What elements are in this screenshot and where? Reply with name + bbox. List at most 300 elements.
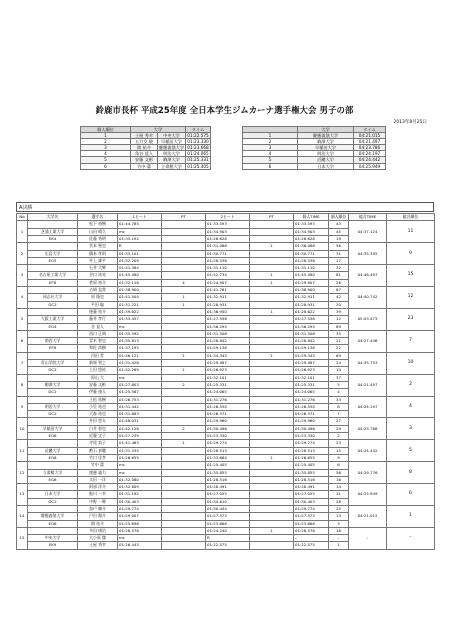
heat2-pt-cell — [250, 433, 294, 440]
university-cell: 駒澤大学 — [298, 139, 354, 145]
player-name-cell: 佐藤 秀明 — [78, 236, 118, 243]
player-name-cell: 渡邊 義力 — [78, 469, 118, 476]
individual-rank-cell: 12 — [329, 316, 349, 323]
heat1-time-cell: 01:32.118 — [118, 279, 162, 286]
team-number-cell: 7 — [17, 352, 28, 374]
individual-time-cell: 01:34.903 — [294, 228, 329, 235]
player-name-cell: 谷口 祐亮 — [78, 272, 118, 279]
university-cell: 中央大学 — [158, 133, 186, 139]
column-header: 選手名 — [78, 214, 118, 221]
heat2-time-cell: 01:25.405 — [206, 462, 250, 469]
heat2-pt-cell — [250, 403, 294, 410]
heat2-time-cell: 01:29.960 — [206, 418, 250, 425]
team-code-cell: EG6 — [28, 433, 78, 440]
team-number-cell: 10 — [17, 418, 28, 440]
individual-rank-cell: 9 — [329, 454, 349, 461]
individual-time-cell: 01:30.496 — [294, 425, 329, 432]
heat1-pt-cell — [162, 308, 206, 315]
individual-rank-cell: 13 — [329, 513, 349, 520]
individual-rank-cell: 14 — [329, 484, 349, 491]
team-code-cell: EG4 — [28, 323, 78, 330]
individual-time-cell: 01:29.960 — [294, 418, 329, 425]
player-name-cell: 井上 雄平 — [78, 257, 118, 264]
heat2-pt-cell — [250, 381, 294, 388]
heat1-time-cell: 01:26.443 — [118, 542, 162, 549]
heat2-time-cell: 01:29.274 — [206, 440, 250, 447]
heat1-time-cell: mc — [118, 462, 162, 469]
team-name-cell: 同志社大学 — [28, 294, 78, 301]
rank-cell: 5 — [81, 157, 131, 163]
heat1-pt-cell — [162, 505, 206, 512]
individual-time-cell: 01:29.138 — [294, 345, 329, 352]
heat2-time-cell: 01:35.855 — [206, 469, 250, 476]
heat2-time-cell: 01:23.668 — [206, 520, 250, 527]
column-header: 個人順位 — [329, 214, 349, 221]
individual-time-cell: 01:30.403 — [294, 498, 329, 505]
heat1-time-cell: 01:35.813 — [118, 338, 162, 345]
heat2-pt-cell — [250, 396, 294, 403]
heat1-pt-cell — [162, 520, 206, 527]
heat1-time-cell: mc — [118, 469, 162, 476]
individual-rank-cell: 26 — [329, 279, 349, 286]
player-name-cell: 菅原 裕介 — [78, 279, 118, 286]
page-title: 鈴鹿市長杯 平成25年度 全日本学生ジムカーナ選手権大会 男子の部 — [95, 105, 354, 115]
total-time-cell: 04:21.497 — [349, 374, 387, 396]
header-university: 大学 — [131, 127, 186, 133]
heat1-time-cell: 01:26.655 — [118, 454, 162, 461]
heat2-time-cell: 01:25.331 — [206, 381, 250, 388]
total-rank-cell: – — [387, 527, 435, 549]
player-name-cell: 原 隆也 — [78, 294, 118, 301]
table-row — [17, 221, 435, 228]
player-name-cell: 大森 祐也 — [78, 411, 118, 418]
individual-time-cell: 01:22.575 — [294, 542, 329, 549]
individual-time-cell: 01:28.931 — [294, 301, 329, 308]
heat1-pt-cell — [162, 535, 206, 542]
team-name-cell: 明治大学 — [28, 403, 78, 410]
time-cell: 01:23.668 — [187, 145, 209, 151]
team-code-cell: DC2 — [28, 411, 78, 418]
individual-time-cell: 01:28.536 — [294, 257, 329, 264]
individual-rank-cell: 67 — [329, 287, 349, 294]
individual-rank-cell: 56 — [329, 243, 349, 250]
heat1-time-cell: 01:30.403 — [118, 498, 162, 505]
heat1-pt-cell — [162, 484, 206, 491]
individual-rank-cell: 17 — [329, 257, 349, 264]
player-name-cell: 和佐 尚樹 — [78, 345, 118, 352]
individual-rank-cell: 7 — [329, 411, 349, 418]
player-cell: 五月女 駿 — [131, 139, 158, 145]
team-name-cell: 早稲田大学 — [28, 425, 78, 432]
time-cell: 04:25.949 — [354, 163, 386, 169]
individual-time-cell: 01:31.110 — [294, 265, 329, 272]
player-name-cell: 上田 悠祐 — [78, 367, 118, 374]
heat2-pt-cell — [250, 484, 294, 491]
heat1-pt-cell — [162, 491, 206, 498]
heat1-pt-cell: 1 — [162, 352, 206, 359]
heat1-pt-cell — [162, 454, 206, 461]
rank-cell: 4 — [81, 151, 131, 157]
table-row — [17, 374, 435, 381]
heat1-pt-cell — [162, 221, 206, 228]
player-name-cell: 山田 晴久 — [78, 228, 118, 235]
heat1-time-cell: 01:29.007 — [118, 513, 162, 520]
heat2-pt-cell — [250, 265, 294, 272]
individual-rank-cell: 16 — [329, 476, 349, 483]
player-name-cell: 西口 正典 — [78, 330, 118, 337]
heat2-time-cell: 01:28.513 — [206, 447, 250, 454]
individual-rank-cell: 89 — [329, 323, 349, 330]
rank-cell: 6 — [81, 163, 131, 169]
heat2-time-cell: 01:30.444 — [206, 505, 250, 512]
heat1-time-cell: 01:41.384 — [118, 265, 162, 272]
heat2-pt-cell — [250, 411, 294, 418]
heat2-time-cell: 01:23.330 — [206, 433, 250, 440]
header-university: 大学 — [298, 127, 354, 133]
player-name-cell: 竹口 佳孝 — [78, 454, 118, 461]
heat2-pt-cell — [250, 360, 294, 367]
heat1-time-cell: mc — [118, 228, 162, 235]
heat2-pt-cell — [250, 418, 294, 425]
team-code-cell: EK9 — [28, 542, 78, 549]
heat2-time-cell: 01:27.055 — [206, 491, 250, 498]
rank-cell: 6 — [243, 163, 298, 169]
heat1-pt-cell — [162, 396, 206, 403]
player-name-cell: 勲石 真聴 — [78, 447, 118, 454]
player-name-cell: 橋本 孝則 — [78, 250, 118, 257]
heat1-time-cell: 01:29.774 — [118, 505, 162, 512]
player-cell: 角谷 達人 — [131, 151, 158, 157]
team-name-cell: 近畿大学 — [28, 447, 78, 454]
team-code-cell: DC2 — [28, 498, 78, 505]
heat2-pt-cell — [250, 345, 294, 352]
table-row — [17, 462, 435, 469]
team-name-blank — [28, 505, 78, 512]
player-cell: 安藤 文彬 — [131, 157, 158, 163]
team-code-cell: EK4 — [28, 236, 78, 243]
heat2-pt-cell — [250, 542, 294, 549]
heat2-time-cell: 01:32.911 — [206, 294, 250, 301]
header-rank: 個人順位 — [81, 127, 131, 133]
individual-time-cell: 01:28.491 — [294, 484, 329, 491]
team-code-cell: EG6 — [28, 520, 78, 527]
total-rank-cell: 12 — [387, 287, 435, 309]
heat2-time-cell: 01:32.101 — [206, 374, 250, 381]
heat1-pt-cell: 2 — [162, 425, 206, 432]
university-cell: 早稲田大学 — [298, 145, 354, 151]
individual-rank-cell: 21 — [329, 338, 349, 345]
player-name-cell: 原山 大 — [78, 374, 118, 381]
individual-rank-cell: 24 — [329, 360, 349, 367]
table-row — [17, 330, 435, 337]
heat1-pt-cell — [162, 243, 206, 250]
heat2-time-cell: 01:28.516 — [206, 476, 250, 483]
heat2-time-cell: 01:33.593 — [206, 221, 250, 228]
heat1-pt-cell — [162, 323, 206, 330]
heat2-time-cell: 01:24.065 — [206, 389, 250, 396]
university-cell: 慶應義塾大学 — [158, 145, 185, 151]
team-name-blank — [28, 484, 78, 491]
column-header: 2ヒート — [206, 214, 250, 221]
individual-time-cell: 01:26.371 — [294, 411, 329, 418]
heat2-time-cell: 01:34.903 — [206, 228, 250, 235]
team-name-blank — [28, 287, 78, 294]
individual-rank-cell: – — [329, 535, 349, 542]
table-row — [17, 352, 435, 359]
table-row — [17, 287, 435, 294]
total-time-cell: 04:37.124 — [349, 221, 387, 243]
team-number-cell: 3 — [17, 265, 28, 287]
total-time-cell: 04:35.753 — [349, 352, 387, 374]
heat1-time-cell: 01:38.900 — [118, 287, 162, 294]
column-header: 総合TIME — [349, 214, 387, 221]
player-name-cell: 阿部 洋介 — [78, 484, 118, 491]
team-name-cell: 駒澤大学 — [28, 381, 78, 388]
individual-rank-cell: 28 — [329, 498, 349, 505]
team-code-cell: DC2 — [28, 389, 78, 396]
heat2-time-cell: 01:31.276 — [206, 396, 250, 403]
team-name-cell: 広島大学 — [28, 250, 78, 257]
heat1-pt-cell — [162, 476, 206, 483]
heat2-pt-cell — [250, 476, 294, 483]
heat2-time-cell: 01:33.664 — [206, 454, 250, 461]
total-time-cell: – — [349, 527, 387, 549]
team-name-blank — [28, 527, 78, 534]
individual-time-cell: 01:26.550 — [294, 403, 329, 410]
heat1-time-cell: 01:33.192 — [118, 236, 162, 243]
university-cell: 日本大学 — [298, 163, 354, 169]
individual-time-cell: 01:29.907 — [294, 279, 329, 286]
heat2-time-cell: 01:28.536 — [206, 257, 250, 264]
heat2-pt-cell — [250, 316, 294, 323]
total-rank-cell: 3 — [387, 418, 435, 440]
heat1-pt-cell: 4 — [162, 279, 206, 286]
total-rank-cell: 11 — [387, 221, 435, 243]
heat2-time-cell: 01:34.343 — [206, 352, 250, 359]
heat1-time-cell: 01:48.031 — [118, 418, 162, 425]
player-name-cell: 近藤 文子 — [78, 433, 118, 440]
heat1-pt-cell: 1 — [162, 367, 206, 374]
team-name-cell: 大阪工業大学 — [28, 316, 78, 323]
heat1-pt-cell — [162, 228, 206, 235]
individual-time-cell: 01:28.513 — [294, 447, 329, 454]
individual-rank-cell: 69 — [329, 352, 349, 359]
table-row — [17, 527, 435, 534]
table-row — [17, 484, 435, 491]
player-cell: 土屋 秀幸 — [131, 133, 158, 139]
individual-rank-cell: 19 — [329, 236, 349, 243]
time-cell: 04:23.786 — [354, 145, 386, 151]
heat1-pt-cell — [162, 272, 206, 279]
team-code-cell: EF8 — [28, 279, 78, 286]
individual-time-cell: 01:28.628 — [294, 236, 329, 243]
team-name-blank — [28, 330, 78, 337]
rank-cell: 3 — [243, 145, 298, 151]
individual-time-cell: 01:26.923 — [294, 367, 329, 374]
heat2-pt-cell: 1 — [250, 243, 294, 250]
time-cell: 04:24.442 — [354, 157, 386, 163]
section-label: A決勝 — [16, 202, 434, 212]
heat1-time-cell: 01:35.592 — [118, 330, 162, 337]
university-cell: 立命館大学 — [158, 163, 186, 169]
heat1-time-cell: 01:32.080 — [118, 476, 162, 483]
total-time-cell: 04:24.197 — [349, 396, 387, 418]
heat2-time-cell: 01:28.842 — [206, 338, 250, 345]
individual-time-cell: 01:38.900 — [294, 287, 329, 294]
heat1-time-cell: 01:33.101 — [118, 250, 162, 257]
player-cell: 竹中 潔 — [131, 163, 158, 169]
table-row — [17, 418, 435, 425]
heat1-pt-cell — [162, 498, 206, 505]
heat1-time-cell: 01:32.809 — [118, 484, 162, 491]
individual-rank-cell: 5 — [329, 381, 349, 388]
team-name-blank — [28, 418, 78, 425]
team-code-cell: EG6 — [28, 476, 78, 483]
heat1-time-cell: 01:44.785 — [118, 221, 162, 228]
heat2-pt-cell — [250, 513, 294, 520]
team-name-blank — [28, 352, 78, 359]
individual-rank-cell: 18 — [329, 527, 349, 534]
heat1-time-cell: mc — [118, 323, 162, 330]
rank-cell: 1 — [243, 133, 298, 139]
team-number-cell: 11 — [17, 440, 28, 462]
team-number-cell: 1 — [17, 221, 28, 243]
heat1-pt-cell: 1 — [162, 294, 206, 301]
time-cell: 01:23.330 — [187, 139, 209, 145]
heat1-time-cell: 01:42.269 — [118, 367, 162, 374]
heat2-pt-cell — [250, 330, 294, 337]
heat1-pt-cell — [162, 411, 206, 418]
player-name-cell: 河田 哲 — [78, 352, 118, 359]
player-name-cell: 後藤 祐介 — [78, 308, 118, 315]
individual-time-cell: 01:27.573 — [294, 513, 329, 520]
individual-rank-cell: 8 — [329, 403, 349, 410]
heat2-time-cell: 01:28.931 — [206, 301, 250, 308]
rank-cell: 2 — [81, 139, 131, 145]
heat1-time-cell: 01:42.126 — [118, 425, 162, 432]
heat1-pt-cell — [162, 389, 206, 396]
heat2-pt-cell — [250, 535, 294, 542]
heat2-time-cell: 01:30.771 — [206, 250, 250, 257]
team-number-cell: 8 — [17, 374, 28, 396]
player-name-cell: 安藤 文彬 — [78, 381, 118, 388]
team-code-cell: EG6 — [28, 454, 78, 461]
heat1-pt-cell — [162, 316, 206, 323]
individual-time-cell: – — [294, 535, 329, 542]
individual-rank-cell: 20 — [329, 301, 349, 308]
individual-rank-cell: 27 — [329, 418, 349, 425]
heat2-time-cell: 01:24.240 — [206, 527, 250, 534]
individual-rank-cell: 22 — [329, 345, 349, 352]
individual-time-cell: 01:30.771 — [294, 250, 329, 257]
player-name-cell: 白井 智也 — [78, 425, 118, 432]
total-time-cell: 04:25.949 — [349, 484, 387, 506]
individual-rank-cell: 1 — [329, 542, 349, 549]
individual-time-cell: 01:25.331 — [294, 381, 329, 388]
heat2-pt-cell — [250, 367, 294, 374]
date-label: 2013年8月25日 — [393, 120, 427, 125]
player-name-cell: 伊藤 康人 — [78, 389, 118, 396]
heat1-time-cell: 01:33.457 — [118, 316, 162, 323]
individual-rank-cell: 33 — [329, 396, 349, 403]
university-cell: 近畿大学 — [298, 157, 354, 163]
individual-rank-cell: 31 — [329, 250, 349, 257]
heat2-pt-cell — [250, 301, 294, 308]
heat2-time-cell: 01:31.508 — [206, 330, 250, 337]
heat2-time-cell: 01:29.138 — [206, 345, 250, 352]
table-row — [17, 243, 435, 250]
heat2-pt-cell — [250, 221, 294, 228]
heat1-pt-cell — [162, 527, 206, 534]
heat2-pt-cell — [250, 338, 294, 345]
team-number-cell: 13 — [17, 484, 28, 506]
heat2-pt-cell — [250, 520, 294, 527]
heat2-time-cell: 01:24.907 — [206, 279, 250, 286]
individual-time-cell: 01:28.516 — [294, 476, 329, 483]
heat1-pt-cell: 2 — [162, 381, 206, 388]
heat1-time-cell: 01:25.698 — [118, 520, 162, 527]
player-name-cell: 土屋 秀幸 — [78, 542, 118, 549]
heat1-time-cell: 01:31.221 — [118, 301, 162, 308]
player-name-cell: 寺尾 直子 — [78, 440, 118, 447]
heat2-pt-cell — [250, 374, 294, 381]
time-cell: 04:21.497 — [354, 139, 386, 145]
heat1-pt-cell — [162, 345, 206, 352]
individual-ranking-table — [80, 126, 211, 170]
individual-rank-cell: 35 — [329, 330, 349, 337]
university-cell: 慶應義塾大学 — [298, 133, 354, 139]
total-time-cell: 04:46.497 — [349, 265, 387, 287]
column-header: No — [17, 214, 28, 221]
individual-rank-cell: 3 — [329, 520, 349, 527]
heat1-pt-cell — [162, 360, 206, 367]
heat1-time-cell: mc — [118, 374, 162, 381]
individual-rank-cell: 43 — [329, 221, 349, 228]
team-name-cell: 関西大学 — [28, 338, 78, 345]
heat2-pt-cell — [250, 498, 294, 505]
heat1-pt-cell — [162, 338, 206, 345]
heat1-time-cell: 01:32.209 — [118, 257, 162, 264]
player-name-cell: 多田 康治 — [78, 527, 118, 534]
team-number-cell: 5 — [17, 308, 28, 330]
team-name-blank — [28, 243, 78, 250]
individual-rank-cell: 45 — [329, 228, 349, 235]
player-name-cell: 石井 大輝 — [78, 265, 118, 272]
heat2-time-cell: 01:27.573 — [206, 513, 250, 520]
individual-time-cell: 01:33.593 — [294, 221, 329, 228]
time-cell: 01:25.405 — [187, 163, 209, 169]
individual-rank-cell: 42 — [329, 294, 349, 301]
heat1-time-cell: 01:31.442 — [118, 403, 162, 410]
individual-rank-cell: 81 — [329, 272, 349, 279]
table-row — [81, 163, 211, 169]
individual-time-cell: 01:29.343 — [294, 352, 329, 359]
total-rank-cell: 8 — [387, 462, 435, 484]
heat1-time-cell: 01:31.335 — [118, 447, 162, 454]
player-name-cell: 大小原 傑 — [78, 535, 118, 542]
header-time: タイム — [354, 127, 386, 133]
team-name-cell: 中央大学 — [28, 535, 78, 542]
player-name-cell: 戸田 陽介 — [78, 513, 118, 520]
heat2-pt-cell: 1 — [250, 352, 294, 359]
team-number-cell: 15 — [17, 527, 28, 549]
heat1-time-cell: 01:26.753 — [118, 396, 162, 403]
individual-time-cell: 01:24.065 — [294, 389, 329, 396]
player-name-cell: 竹中 潔 — [78, 462, 118, 469]
total-rank-cell: 1 — [387, 505, 435, 527]
university-cell: 駒澤大学 — [158, 157, 186, 163]
heat2-time-cell: 01:29.487 — [206, 360, 250, 367]
